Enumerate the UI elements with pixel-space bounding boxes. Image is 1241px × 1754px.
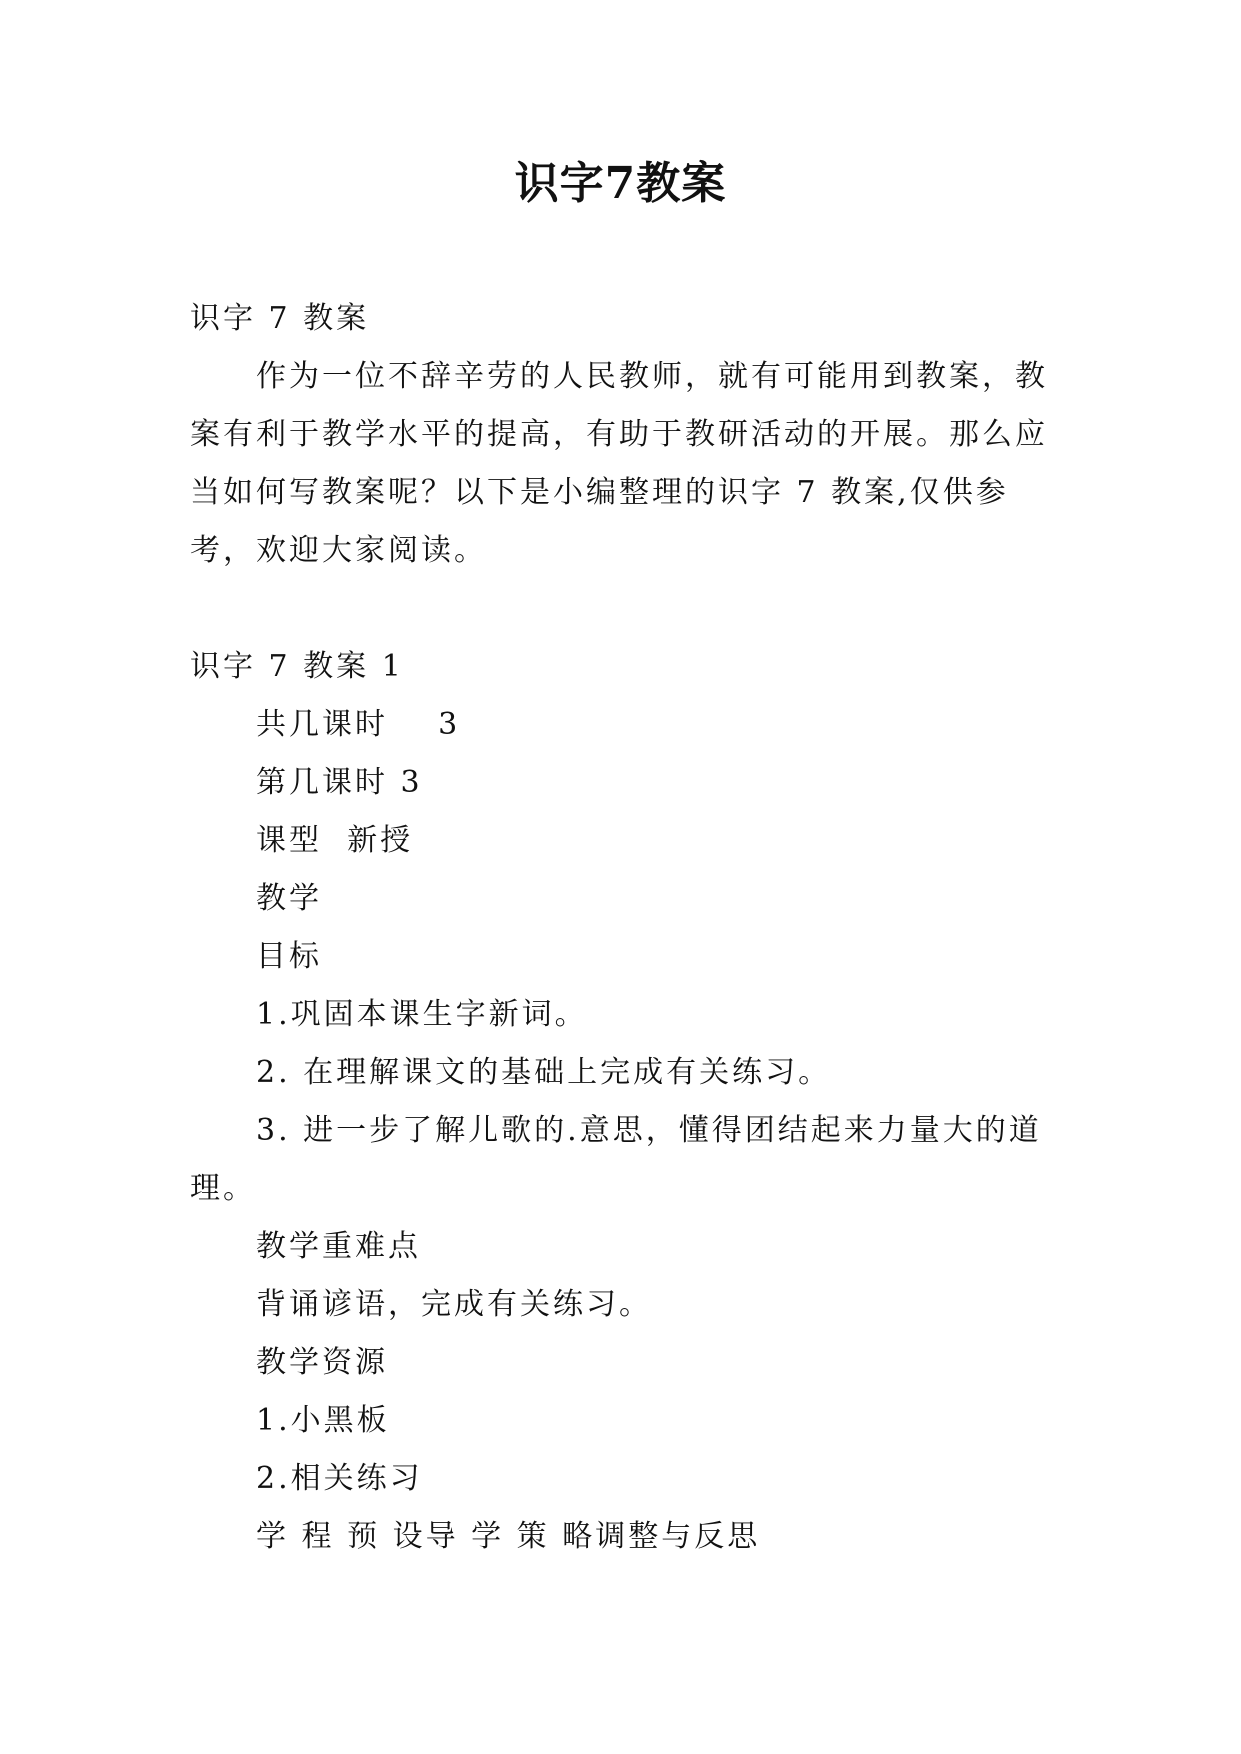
lesson-type-line: 课型 新授 — [256, 823, 414, 858]
document-body — [190, 290, 1050, 1566]
key-points-text: 背诵谚语，完成有关练习。 — [256, 1287, 652, 1322]
objective-item: 3. 进一步了解儿歌的.意思，懂得团结起来力量大的道理。 — [190, 1113, 1042, 1206]
resource-item: 1.小黑板 — [256, 1403, 390, 1438]
resources-heading: 教学资源 — [256, 1345, 388, 1380]
intro-paragraph: 作为一位不辞辛劳的人民教师，就有可能用到教案，教案有利于教学水平的提高，有助于教研活动的开展。那么应当如何写教案呢？以下是小编整理的识字 7 教案,仅供参考，欢迎大家阅读。 — [190, 359, 1048, 568]
document-title: 识字7教案 — [514, 158, 727, 209]
section-heading: 识字 7 教案 1 — [190, 649, 404, 684]
key-points-heading: 教学重难点 — [256, 1229, 421, 1264]
lesson-number-line: 第几课时 3 — [256, 765, 423, 800]
table-header-line: 学 程 预 设导 学 策 略调整与反思 — [256, 1519, 761, 1554]
teaching-label: 教学 — [256, 881, 322, 916]
document-subtitle: 识字 7 教案 — [190, 301, 370, 336]
objective-item: 1.巩固本课生字新词。 — [256, 997, 588, 1032]
objective-item: 2. 在理解课文的基础上完成有关练习。 — [256, 1055, 832, 1090]
objectives-label: 目标 — [256, 939, 322, 974]
lesson-count-line: 共几课时 3 — [256, 707, 461, 742]
resource-item: 2.相关练习 — [256, 1461, 423, 1496]
paragraph-gap — [190, 580, 1050, 638]
